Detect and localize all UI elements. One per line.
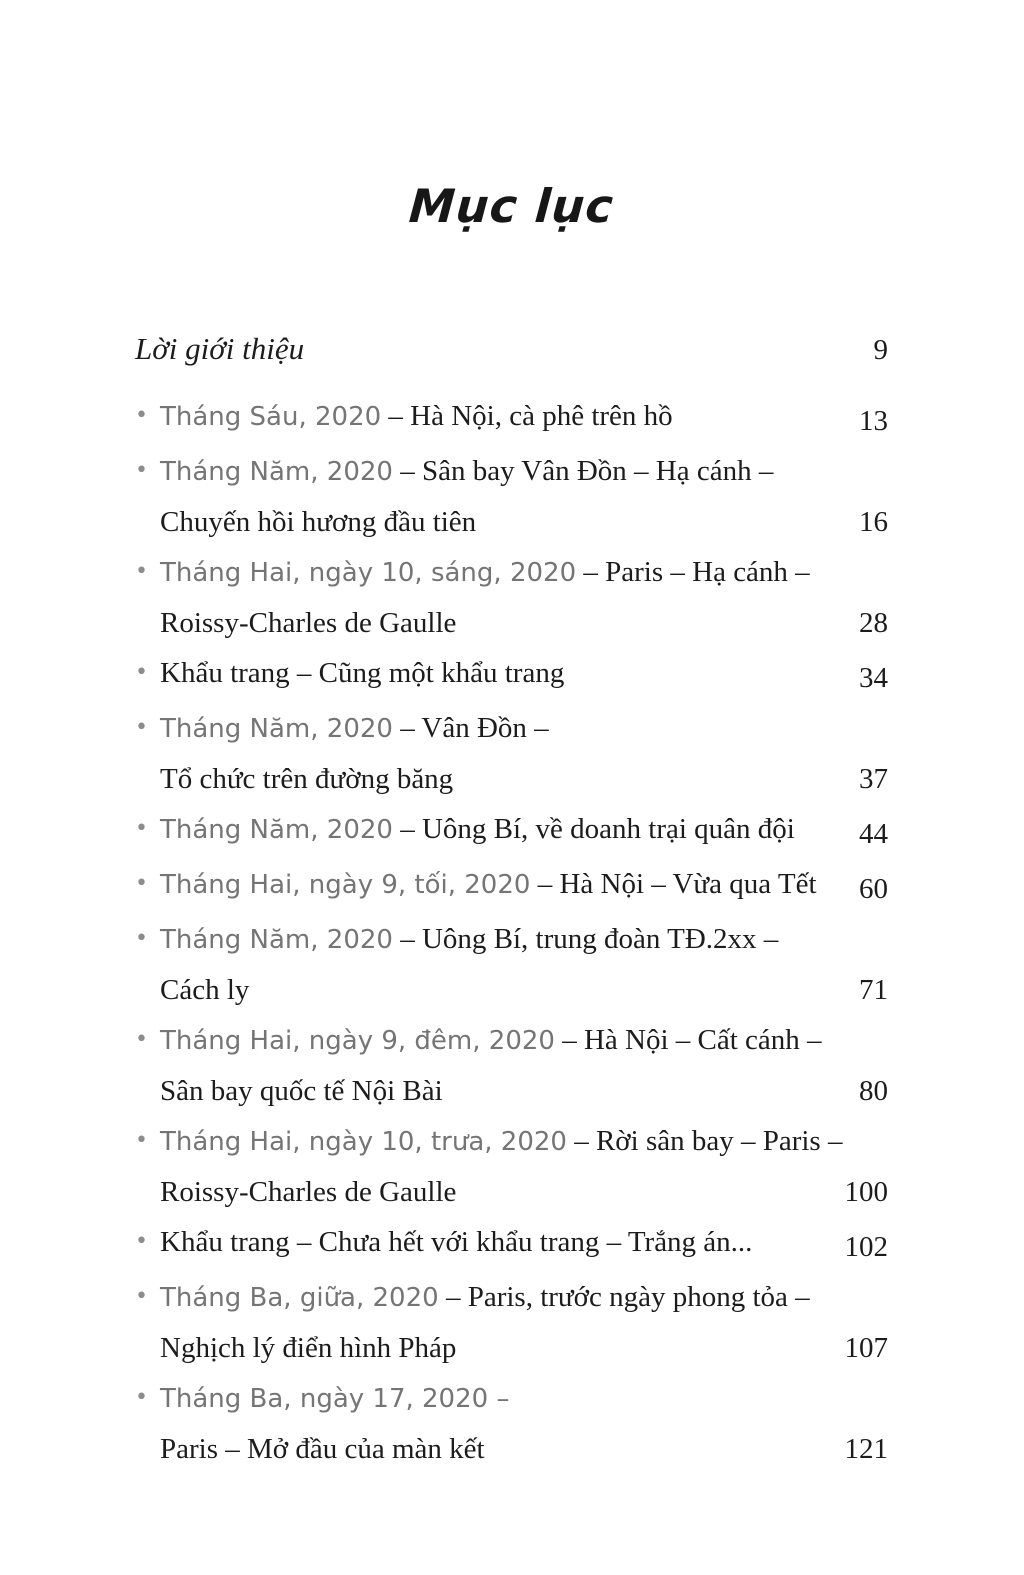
entry-line-1 — [160, 448, 847, 499]
bullet-icon: • — [135, 816, 148, 841]
entry-date-prefix: Tháng Hai, ngày 10, trưa, 2020 — [160, 1127, 567, 1157]
bullet-icon: • — [135, 1385, 148, 1410]
entry-title: – Hà Nội – Cất cánh – — [554, 1024, 822, 1056]
entry-line-1 — [160, 705, 847, 756]
entry-line-2: Chuyến hồi hương đầu tiên — [160, 506, 477, 538]
bullet-icon: • — [135, 1027, 148, 1052]
entry-line-1 — [160, 549, 847, 600]
entry-date-prefix: Tháng Sáu, 2020 — [160, 402, 382, 432]
entry-title: – Uông Bí, về doanh trại quân đội — [392, 813, 795, 845]
entry-title: – Paris – Hạ cánh – — [576, 556, 810, 588]
entry-text — [160, 393, 847, 444]
entry-text — [160, 1274, 833, 1371]
entry-line-2: Roissy-Charles de Gaulle — [160, 1176, 457, 1208]
toc-entry — [135, 1375, 888, 1472]
entry-date-prefix: Tháng Hai, ngày 9, đêm, 2020 — [160, 1026, 555, 1056]
entry-title: – Vân Đồn – — [392, 712, 549, 744]
entry-date-prefix: Tháng Hai, ngày 10, sáng, 2020 — [160, 558, 577, 588]
toc-entry — [135, 393, 888, 444]
entry-date-prefix: Tháng Năm, 2020 — [160, 714, 393, 744]
entry-line-1 — [160, 916, 847, 967]
entry-title: – Hà Nội – Vừa qua Tết — [530, 868, 817, 900]
entry-line-1 — [160, 861, 847, 912]
entry-title: – Rời sân bay – Paris – — [566, 1125, 843, 1157]
entry-text — [160, 549, 847, 646]
entry-page-number: 121 — [844, 1433, 888, 1465]
toc-entry — [135, 1219, 888, 1270]
toc-entry — [135, 1017, 888, 1114]
toc-entry — [135, 1274, 888, 1371]
entry-line-2: Roissy-Charles de Gaulle — [160, 607, 457, 639]
entry-page-number: 37 — [859, 763, 888, 795]
entry-text — [160, 705, 847, 802]
entry-date-prefix: Tháng Hai, ngày 9, tối, 2020 — [160, 870, 531, 900]
bullet-icon: • — [135, 559, 148, 584]
toc-entry — [135, 650, 888, 701]
intro-label: Lời giới thiệu — [135, 331, 305, 366]
toc-entry — [135, 448, 888, 545]
entry-page-number: 13 — [859, 405, 888, 437]
entry-text — [160, 1017, 847, 1114]
entry-line-1 — [160, 1375, 833, 1426]
entry-line-1 — [160, 1219, 833, 1270]
bullet-icon: • — [135, 660, 148, 685]
bullet-icon: • — [135, 1229, 148, 1254]
entry-text — [160, 806, 847, 857]
entry-line-2: Nghịch lý điển hình Pháp — [160, 1332, 457, 1364]
entry-date-prefix: Tháng Năm, 2020 — [160, 925, 393, 955]
entry-title: – Sân bay Vân Đồn – Hạ cánh – — [392, 455, 774, 487]
page-title: Mục lục — [407, 179, 616, 233]
toc-entry — [135, 1118, 888, 1215]
bullet-icon: • — [135, 715, 148, 740]
entry-title: – Hà Nội, cà phê trên hồ — [381, 400, 673, 432]
entry-date-prefix: Tháng Năm, 2020 — [160, 457, 393, 487]
entry-line-1 — [160, 1274, 833, 1325]
entry-page-number: 28 — [859, 607, 888, 639]
toc-entry — [135, 861, 888, 912]
entry-title: Khẩu trang – Chưa hết với khẩu trang – Trắng án... — [160, 1226, 753, 1258]
entry-title: – Uông Bí, trung đoàn TĐ.2xx – — [392, 923, 779, 955]
entry-text — [160, 650, 847, 701]
entry-line-2: Paris – Mở đầu của màn kết — [160, 1433, 485, 1465]
entry-line-1 — [160, 806, 847, 857]
bullet-icon: • — [135, 1284, 148, 1309]
toc-entry — [135, 806, 888, 857]
entry-page-number: 44 — [859, 818, 888, 850]
entry-page-number: 80 — [859, 1075, 888, 1107]
toc-entry — [135, 705, 888, 802]
entry-line-1 — [160, 650, 847, 701]
entry-page-number: 107 — [844, 1332, 888, 1364]
entry-page-number: 102 — [844, 1231, 888, 1263]
entry-title: – Paris, trước ngày phong tỏa – — [438, 1281, 810, 1313]
entry-line-1 — [160, 1118, 843, 1169]
entry-text — [160, 861, 847, 912]
entry-title: Khẩu trang – Cũng một khẩu trang — [160, 657, 565, 689]
entry-page-number: 16 — [859, 506, 888, 538]
intro-page-number: 9 — [873, 334, 888, 366]
entry-date-prefix: Tháng Ba, giữa, 2020 — [160, 1283, 439, 1313]
entry-line-2: Sân bay quốc tế Nội Bài — [160, 1075, 443, 1107]
entry-line-2: Cách ly — [160, 974, 250, 1006]
entry-text — [160, 1375, 833, 1472]
toc-list — [135, 393, 888, 1472]
entry-text — [160, 916, 847, 1013]
entry-page-number: 60 — [859, 873, 888, 905]
entry-date-prefix: Tháng Năm, 2020 — [160, 815, 393, 845]
entry-page-number: 34 — [859, 662, 888, 694]
entry-line-2: Tổ chức trên đường băng — [160, 763, 454, 795]
entry-text — [160, 448, 847, 545]
entry-date-prefix: Tháng Ba, ngày 17, 2020 – — [160, 1384, 510, 1414]
entry-page-number: 71 — [859, 974, 888, 1006]
entry-line-1 — [160, 1017, 847, 1068]
intro-entry — [135, 326, 888, 373]
bullet-icon: • — [135, 926, 148, 951]
entry-line-1 — [160, 393, 847, 444]
toc-entry — [135, 549, 888, 646]
toc-entry — [135, 916, 888, 1013]
entry-page-number: 100 — [844, 1176, 888, 1208]
bullet-icon: • — [135, 871, 148, 896]
entry-text — [160, 1219, 833, 1270]
bullet-icon: • — [135, 1128, 148, 1153]
bullet-icon: • — [135, 403, 148, 428]
bullet-icon: • — [135, 458, 148, 483]
entry-text — [160, 1118, 843, 1215]
